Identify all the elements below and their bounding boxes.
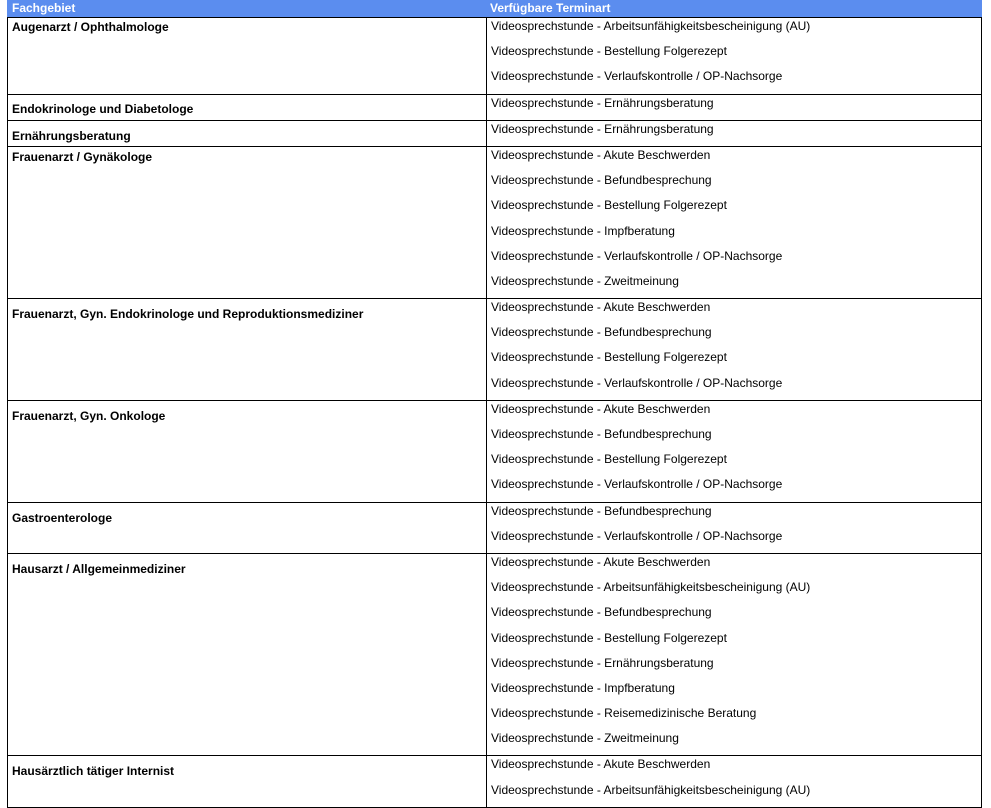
header-specialty: Fachgebiet xyxy=(12,1,76,15)
specialty-cell xyxy=(8,18,487,94)
table-row xyxy=(7,299,982,401)
specialty-label: Hausarzt / Allgemeinmediziner xyxy=(12,561,186,576)
table-row xyxy=(7,17,982,95)
appointment-type-item: Videosprechstunde - Arbeitsunfähigkeitsbescheinigung (AU) xyxy=(491,782,811,797)
appointment-types-table xyxy=(7,0,982,808)
appointment-types-cell xyxy=(487,147,981,298)
appointment-type-item: Videosprechstunde - Impfberatung xyxy=(491,680,675,695)
appointment-type-item: Videosprechstunde - Bestellung Folgerezept xyxy=(491,350,727,365)
appointment-type-item: Videosprechstunde - Akute Beschwerden xyxy=(491,554,711,569)
specialty-cell xyxy=(8,756,487,806)
appointment-type-item: Videosprechstunde - Verlaufskontrolle / OP-Nachsorge xyxy=(491,375,783,390)
table-row xyxy=(7,554,982,757)
appointment-type-item: Videosprechstunde - Bestellung Folgerezept xyxy=(491,630,727,645)
table-row xyxy=(7,503,982,554)
table-row xyxy=(7,95,982,121)
table-row xyxy=(7,756,982,807)
specialty-cell xyxy=(8,299,487,400)
appointment-type-item: Videosprechstunde - Zweitmeinung xyxy=(491,273,679,288)
appointment-types-cell xyxy=(487,18,981,94)
appointment-type-item: Videosprechstunde - Befundbesprechung xyxy=(491,427,712,441)
appointment-type-item: Videosprechstunde - Ernährungsberatung xyxy=(491,95,714,110)
table-body xyxy=(7,17,982,808)
appointment-type-item: Videosprechstunde - Befundbesprechung xyxy=(491,325,712,340)
appointment-type-item: Videosprechstunde - Arbeitsunfähigkeitsbescheinigung (AU) xyxy=(491,580,811,595)
appointment-type-item: Videosprechstunde - Reisemedizinische Beratung xyxy=(491,706,757,721)
appointment-types-cell xyxy=(487,503,981,553)
appointment-type-item: Videosprechstunde - Bestellung Folgerezept xyxy=(491,198,727,213)
appointment-type-item: Videosprechstunde - Verlaufskontrolle / OP-Nachsorge xyxy=(491,69,783,84)
specialty-label: Augenarzt / Ophthalmologe xyxy=(12,20,169,34)
appointment-types-cell xyxy=(487,121,981,146)
appointment-type-item: Videosprechstunde - Akute Beschwerden xyxy=(491,401,711,416)
appointment-types-cell xyxy=(487,299,981,400)
appointment-type-item: Videosprechstunde - Befundbesprechung xyxy=(491,605,712,620)
table-row xyxy=(7,147,982,299)
appointment-type-item: Videosprechstunde - Bestellung Folgerezept xyxy=(491,452,727,467)
appointment-type-item: Videosprechstunde - Impfberatung xyxy=(491,223,675,238)
specialty-label: Frauenarzt, Gyn. Onkologe xyxy=(12,408,166,423)
appointment-type-item: Videosprechstunde - Verlaufskontrolle / OP-Nachsorge xyxy=(491,528,783,543)
appointment-type-item: Videosprechstunde - Befundbesprechung xyxy=(491,503,712,518)
appointment-types-cell xyxy=(487,756,981,806)
appointment-type-item: Videosprechstunde - Arbeitsunfähigkeitsbescheinigung (AU) xyxy=(491,19,811,33)
specialty-label: Endokrinologe und Diabetologe xyxy=(12,101,194,116)
appointment-types-cell xyxy=(487,554,981,756)
specialty-label: Ernährungsberatung xyxy=(12,128,131,143)
specialty-cell xyxy=(8,95,487,120)
table-header xyxy=(7,0,982,17)
appointment-type-item: Videosprechstunde - Verlaufskontrolle / OP-Nachsorge xyxy=(491,477,783,492)
header-appointment-types: Verfügbare Terminart xyxy=(490,1,611,15)
specialty-cell xyxy=(8,147,487,298)
appointment-type-item: Videosprechstunde - Akute Beschwerden xyxy=(491,757,711,772)
appointment-type-item: Videosprechstunde - Bestellung Folgerezept xyxy=(491,44,727,59)
appointment-type-item: Videosprechstunde - Befundbesprechung xyxy=(491,173,712,188)
table-row xyxy=(7,401,982,503)
specialty-label: Hausärztlich tätiger Internist xyxy=(12,764,175,779)
appointment-type-item: Videosprechstunde - Akute Beschwerden xyxy=(491,300,711,315)
appointment-type-item: Videosprechstunde - Verlaufskontrolle / OP-Nachsorge xyxy=(491,248,783,263)
specialty-label: Frauenarzt / Gynäkologe xyxy=(12,149,153,164)
appointment-type-item: Videosprechstunde - Ernährungsberatung xyxy=(491,121,714,136)
appointment-type-item: Videosprechstunde - Akute Beschwerden xyxy=(491,147,711,162)
specialty-label: Gastroenterologe xyxy=(12,510,113,525)
specialty-cell xyxy=(8,401,487,502)
appointment-types-cell xyxy=(487,401,981,502)
appointment-type-item: Videosprechstunde - Zweitmeinung xyxy=(491,731,679,746)
specialty-cell xyxy=(8,503,487,553)
appointment-types-cell xyxy=(487,95,981,120)
specialty-label: Frauenarzt, Gyn. Endokrinologe und Reproduktionsmediziner xyxy=(12,307,364,322)
specialty-cell xyxy=(8,121,487,146)
specialty-cell xyxy=(8,554,487,756)
table-row xyxy=(7,121,982,147)
appointment-type-item: Videosprechstunde - Ernährungsberatung xyxy=(491,655,714,670)
